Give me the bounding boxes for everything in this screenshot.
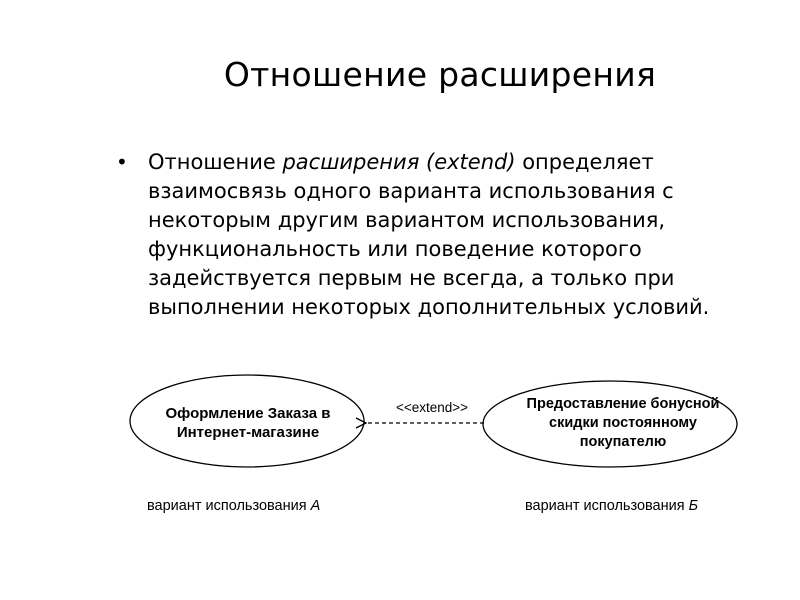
use-case-b-label-line-2: скидки постоянному (549, 415, 697, 431)
slide-title: Отношение расширения (223, 55, 657, 94)
bullet-marker: • (116, 150, 128, 174)
extend-stereotype-label: <<extend>> (395, 400, 469, 415)
use-case-a-caption-letter: А (310, 498, 321, 514)
bullet-text-start: Отношение (148, 150, 283, 174)
use-case-b-caption-text: вариант использования (525, 498, 689, 514)
use-case-b-label-line-3: покупателю (579, 434, 667, 450)
bullet-text-italic: расширения (extend) (282, 150, 516, 174)
use-case-a-caption-text: вариант использования (147, 498, 311, 514)
use-case-a-label-line-1: Оформление Заказа в (165, 405, 331, 422)
use-case-a-label-line-2: Интернет-магазине (176, 424, 320, 441)
use-case-a-caption (147, 498, 320, 514)
use-case-b-caption-letter: Б (688, 498, 699, 514)
use-case-b-caption (525, 498, 698, 514)
use-case-b-label-line-1: Предоставление бонусной (526, 396, 720, 412)
bullet-text-end: определяет взаимосвязь одного варианта использования с некоторым другим вариантом использования, функциональность или поведение которого задействуется первым не всегда, а только при выполнении некоторых дополнительных условий. (148, 150, 710, 319)
